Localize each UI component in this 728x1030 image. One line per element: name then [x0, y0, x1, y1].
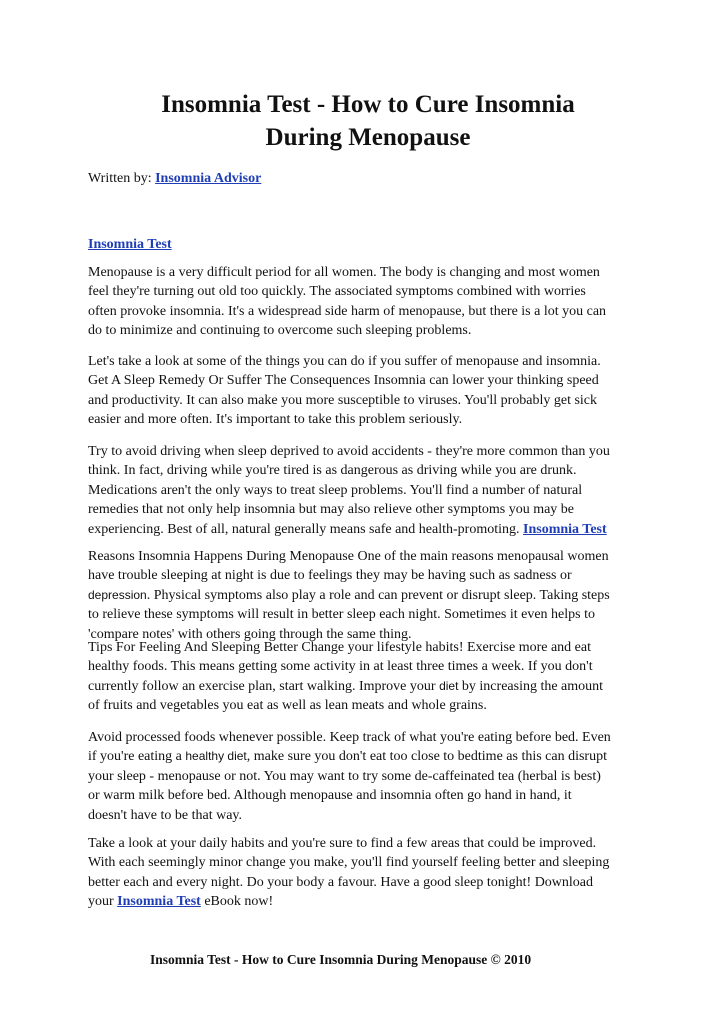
text-line: to relieve these symptoms will result in better sleep each night. Sometimes it even helps to [88, 607, 596, 623]
text-line [88, 677, 648, 696]
insomnia-test-ebook-link[interactable]: Insomnia Test [117, 894, 201, 910]
text-line: Medications aren't the only ways to treat sleep problems. You'll find a number of natural [88, 482, 583, 498]
paragraph-4 [88, 547, 648, 644]
text-fragment: eBook now! [204, 894, 274, 910]
text-line: remedies that not only help insomnia but may also relieve other symptoms you may be [88, 502, 575, 518]
text-line: do to minimize and continuing to overcome such sleeping problems. [88, 323, 472, 339]
byline [88, 170, 261, 188]
text-line: feel they're turning out old too quickly. The associated symptoms combined with worries [88, 284, 586, 300]
paragraph-1 [88, 263, 648, 341]
paragraph-5 [88, 638, 648, 716]
author-link[interactable]: Insomnia Advisor [155, 171, 262, 186]
text-line: Reasons Insomnia Happens During Menopause One of the main reasons menopausal women [88, 549, 609, 564]
section-heading [88, 236, 172, 254]
text-fragment: . Physical symptoms also play a role and can prevent or disrupt sleep. Taking steps [146, 587, 610, 603]
text-line: Get A Sleep Remedy Or Suffer The Consequences Insomnia can lower your thinking speed [88, 373, 599, 389]
text-line [88, 892, 648, 911]
paragraph-3 [88, 442, 648, 539]
page-title [68, 88, 668, 154]
text-line: 'compare notes' with others going through the same thing. [88, 626, 412, 642]
insomnia-test-link[interactable]: Insomnia Test [523, 521, 607, 537]
text-line: of fruits and vegetables you eat as well as lean meats and whole grains. [88, 698, 487, 714]
paragraph-6 [88, 728, 648, 825]
text-fragment: , make sure you don't eat too close to bedtime as this can disrupt [246, 749, 607, 765]
page-footer: Insomnia Test - How to Cure Insomnia During Menopause © 2010 [150, 952, 532, 967]
text-line: Menopause is a very difficult period for all women. The body is changing and most women [88, 265, 600, 280]
text-line [88, 586, 648, 605]
text-line: doesn't have to be that way. [88, 807, 243, 823]
byline-label: Written by: [88, 171, 152, 186]
text-line: Avoid processed foods whenever possible. Keep track of what you're eating before bed. Even [88, 730, 611, 745]
title-line-2: During Menopause [265, 124, 471, 151]
text-line [88, 747, 648, 766]
text-fragment: your [88, 894, 114, 910]
keyword-diet: diet [439, 678, 459, 693]
paragraph-2 [88, 352, 648, 430]
text-fragment: experiencing. Best of all, natural generally means safe and health-promoting. [88, 521, 520, 537]
text-fragment: currently follow an exercise plan, start walking. Improve your [88, 678, 436, 694]
insomnia-test-link[interactable]: Insomnia Test [88, 237, 172, 252]
text-line: Let's take a look at some of the things you can do if you suffer of menopause and insomnia. [88, 354, 601, 369]
text-line: your sleep - menopause or not. You may want to try some de-caffeinated tea (herbal is best) [88, 768, 601, 784]
text-fragment: if you're eating a [88, 749, 182, 765]
title-line-1: Insomnia Test - How to Cure Insomnia [161, 91, 575, 118]
text-line: better each and every night. Do your body a favour. Have a good sleep tonight! Download [88, 874, 594, 890]
text-line: think. In fact, driving while you're tired is as dangerous as driving while you are drunk. [88, 463, 577, 479]
text-line: Tips For Feeling And Sleeping Better Change your lifestyle habits! Exercise more and eat [88, 640, 591, 655]
text-line: and productivity. It can also make you more susceptible to viruses. You'll probably get sick [88, 392, 598, 408]
text-line: Try to avoid driving when sleep deprived to avoid accidents - they're more common than you [88, 444, 610, 459]
text-line: easier and more often. It's important to take this problem seriously. [88, 412, 463, 428]
text-line [88, 520, 648, 539]
text-line: With each seemingly minor change you make, you'll find yourself feeling better and sleeping [88, 855, 610, 871]
text-line: often provoke insomnia. It's a widespread side harm of menopause, but there is a lot you can [88, 303, 607, 319]
paragraph-7 [88, 834, 648, 912]
keyword-depression: depression [88, 587, 147, 602]
text-line: Take a look at your daily habits and you're sure to find a few areas that could be improved. [88, 836, 597, 851]
keyword-healthy-diet: healthy diet [185, 749, 247, 764]
text-line: healthy foods. This means getting some activity in at least three times a week. If you don't [88, 659, 593, 675]
text-line: or warm milk before bed. Although menopause and insomnia often go hand in hand, it [88, 788, 572, 804]
text-line: have trouble sleeping at night is due to feelings they may be having such as sadness or [88, 568, 572, 584]
text-fragment: by increasing the amount [461, 678, 604, 694]
